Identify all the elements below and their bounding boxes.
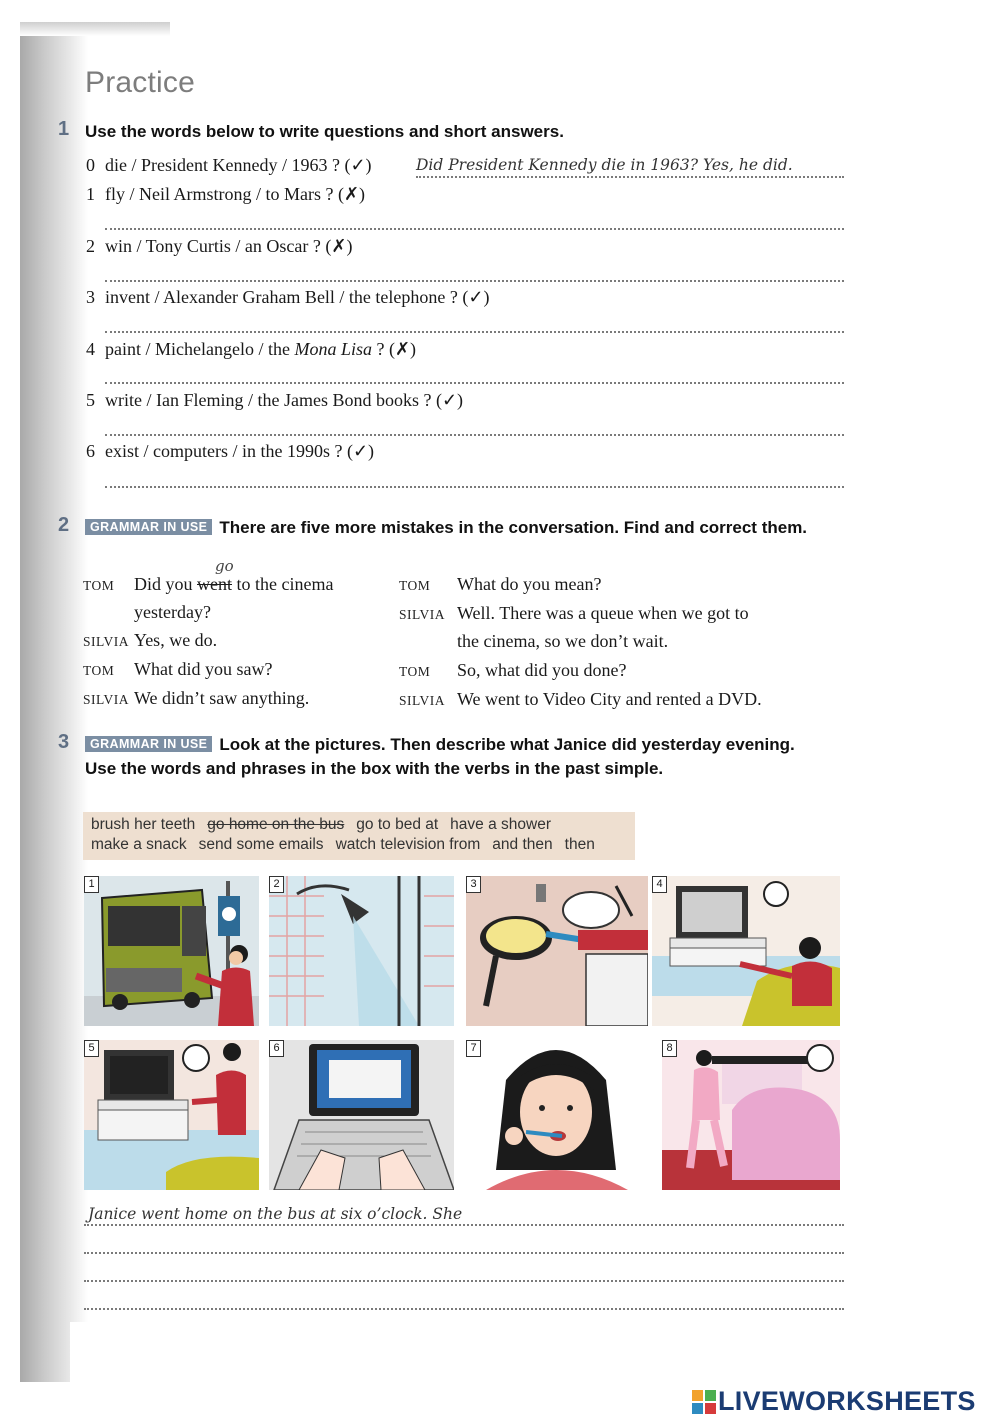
line-text: Did you [134,574,197,594]
picture-number: 7 [466,1040,481,1057]
picture-number: 8 [662,1040,677,1057]
answer-line-3[interactable] [105,331,844,333]
speaker-label: SILVIA [399,607,446,622]
picture-7-teeth [466,1040,648,1190]
conversation-line: What do you mean? [457,574,602,594]
speaker-label: SILVIA [83,692,130,707]
item-number: 0 [86,155,95,175]
ex1-answer-0[interactable]: Did President Kennedy die in 1963? Yes, he did. [416,156,793,174]
item-prompt-italic: Mona Lisa [294,339,372,359]
ex1-item-5 [86,390,463,411]
ex1-item-4 [86,339,416,360]
handwritten-correction: go [215,557,234,575]
item-prompt: die / President Kennedy / 1963 ? (✓) [105,155,372,175]
ex1-item-3 [86,287,489,308]
word-box-item: send some emails [198,836,324,853]
answer-line-5[interactable] [105,434,844,436]
conversation-line: the cinema, so we don’t wait. [457,631,669,651]
speaker-label: TOM [399,664,431,679]
ex1-item-0 [86,155,372,176]
conversation-line: yesterday? [134,602,211,622]
picture-8-bed [662,1040,840,1190]
word-box-item: make a snack [91,836,187,853]
picture-6-laptop [269,1040,454,1190]
answer-line-2[interactable] [105,280,844,282]
ex3-answer-line-2[interactable] [84,1252,844,1254]
conversation-line: Well. There was a queue when we got to [457,603,749,623]
item-prompt: exist / computers / in the 1990s ? (✓) [105,441,375,461]
item-number: 5 [86,390,95,410]
ex3-answer-line-3[interactable] [84,1280,844,1282]
word-box-row-2 [91,836,607,854]
picture-number: 2 [269,876,284,893]
item-prompt: write / Ian Fleming / the James Bond books ? (✓) [105,390,464,410]
answer-line-0[interactable] [416,176,844,178]
conversation-line [134,574,333,595]
speaker-label: SILVIA [399,693,446,708]
picture-number: 5 [84,1040,99,1057]
ex1-item-2 [86,236,352,257]
picture-3-snack [466,876,648,1026]
item-number: 1 [86,184,95,204]
liveworksheets-logo-icon [692,1390,716,1414]
item-prompt: invent / Alexander Graham Bell / the telephone ? (✓) [105,287,490,307]
speaker-label: TOM [83,578,115,593]
picture-number: 4 [652,876,667,893]
picture-number: 6 [269,1040,284,1057]
item-prompt-post: ? (✗) [371,339,417,359]
page-title: Practice [85,66,195,99]
item-prompt: fly / Neil Armstrong / to Mars ? (✗) [105,184,366,204]
picture-number: 1 [84,876,99,893]
speaker-label: SILVIA [83,634,130,649]
item-number: 6 [86,441,95,461]
grammar-in-use-badge: GRAMMAR IN USE [85,736,212,752]
picture-1-bus [84,876,259,1026]
word-box-item: brush her teeth [91,816,196,833]
page-edge-shadow-top [20,22,170,36]
exercise-2-instruction [85,518,807,538]
exercise-3-instruction-2: Use the words and phrases in the box with the verbs in the past simple. [85,759,664,778]
word-box-item: go to bed at [356,816,439,833]
exercise-1-instruction: Use the words below to write questions and short answers. [85,122,564,141]
speaker-label: TOM [83,663,115,678]
conversation-line: We didn’t saw anything. [134,688,310,708]
word-box-row-1 [91,816,563,834]
line-text: to the cinema [232,574,334,594]
answer-line-6[interactable] [105,486,844,488]
exercise-1-number: 1 [58,118,70,140]
struck-word: went [197,574,232,594]
liveworksheets-logo[interactable]: LIVEWORKSHEETS [718,1386,976,1416]
instruction-text: Look at the pictures. Then describe what Janice did yesterday evening. [219,735,795,754]
page-edge-shadow [20,22,88,1382]
speaker-label: TOM [399,578,431,593]
conversation-line: We went to Video City and rented a DVD. [457,689,762,709]
answer-line-4[interactable] [105,382,844,384]
word-box-item: have a shower [450,816,551,833]
item-number: 3 [86,287,95,307]
word-box [83,812,635,860]
ex3-answer-line-4[interactable] [84,1308,844,1310]
ex1-item-1 [86,184,365,205]
grammar-in-use-badge: GRAMMAR IN USE [85,519,212,535]
exercise-2-number: 2 [58,514,70,536]
answer-line-1[interactable] [105,228,844,230]
conversation-line: So, what did you done? [457,660,627,680]
ex3-answer-line-1[interactable] [84,1224,844,1226]
picture-2-shower [269,876,454,1026]
exercise-3-number: 3 [58,731,70,753]
conversation-line: Yes, we do. [134,630,218,650]
word-box-item: watch television from [335,836,481,853]
item-prompt: win / Tony Curtis / an Oscar ? (✗) [105,236,353,256]
item-prompt-pre: paint / Michelangelo / the [105,339,295,359]
word-box-item: and then [492,836,553,853]
page-notch [70,1322,100,1392]
item-number: 2 [86,236,95,256]
picture-5-computer [84,1040,259,1190]
word-box-item: then [564,836,595,853]
item-number: 4 [86,339,95,359]
ex3-answer-start[interactable]: Janice went home on the bus at six o’clock. She [88,1205,463,1223]
picture-4-tv [652,876,840,1026]
exercise-3-instruction [85,735,795,755]
picture-number: 3 [466,876,481,893]
ex1-item-6 [86,441,374,462]
conversation-line: What did you saw? [134,659,273,679]
word-box-item-used: go home on the bus [207,816,345,833]
instruction-text: There are five more mistakes in the conversation. Find and correct them. [219,518,808,537]
